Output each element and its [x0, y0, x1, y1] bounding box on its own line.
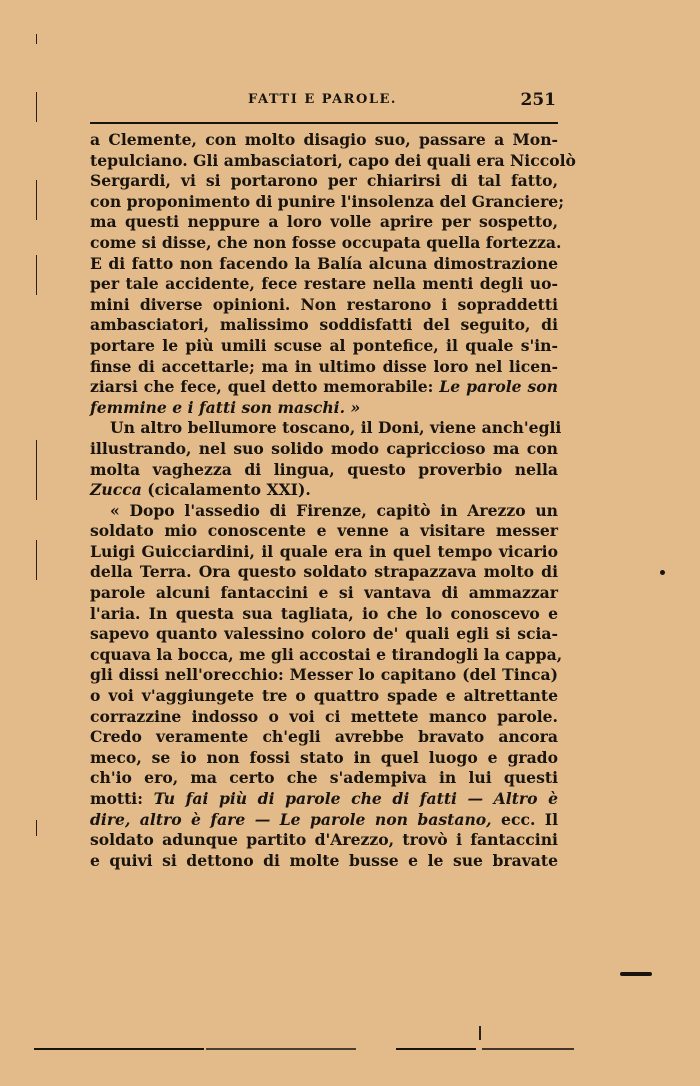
margin-tick [36, 180, 37, 220]
text-line: molta vaghezza di lingua, questo proverbio nella [90, 459, 558, 479]
text-line: portare le più umili scuse al pontefice, il quale s'in- [90, 335, 558, 355]
text-line: corrazzine indosso o voi ci mettete manco parole. [90, 706, 558, 726]
text-segment: ecc. Il [501, 809, 558, 829]
text-line: E di fatto non facendo la Balía alcuna dimostrazione [90, 253, 558, 273]
text-line [90, 789, 558, 810]
text-line: con proponimento di punire l'insolenza del Granciere; [90, 191, 564, 211]
bottom-rule [34, 1048, 204, 1050]
margin-dash [620, 972, 652, 976]
text-line: Luigi Guicciardini, il quale era in quel tempo vicario [90, 541, 558, 561]
text-line: femmine e i fatti son maschi. » [90, 397, 361, 417]
header-rule [90, 122, 558, 124]
text-line: gli dissi nell'orecchio: Messer lo capitano (del Tinca) [90, 665, 558, 685]
italic-quote: Tu fai più di parole che di fatti — Altro è [153, 789, 559, 808]
italic-title: Zucca [90, 480, 142, 500]
text-line: illustrando, nel suo solido modo capriccioso ma con [90, 438, 558, 458]
text-line [90, 480, 558, 501]
text-line: ambasciatori, malissimo soddisfatti del seguito, di [90, 315, 558, 335]
text-line: ma questi neppure a loro volle aprire per sospetto, [90, 212, 558, 232]
margin-tick [36, 34, 37, 44]
text-line [90, 810, 558, 831]
text-line: sapevo quanto valessino coloro de' quali egli si scia- [90, 624, 558, 644]
text-line: o voi v'aggiungete tre o quattro spade e altrettante [90, 686, 558, 706]
text-segment: (cicalamento XXI). [147, 480, 311, 500]
text-line: e quivi si dettono di molte busse e le sue bravate [90, 850, 558, 870]
text-line: Sergardi, vi si portarono per chiarirsi di tal fatto, [90, 171, 558, 191]
text-line: soldato mio conoscente e venne a visitare messer [90, 521, 558, 541]
italic-quote: Le parole son [439, 377, 558, 397]
text-line: « Dopo l'assedio di Firenze, capitò in Arezzo un [110, 500, 558, 520]
text-line: della Terra. Ora questo soldato strapazzava molto di [90, 562, 558, 582]
text-line: Un altro bellumore toscano, il Doni, viene anch'egli [110, 418, 562, 438]
page-number: 251 [520, 90, 556, 110]
text-line: come si disse, che non fosse occupata quella fortezza. [90, 232, 562, 252]
running-head: FATTI E PAROLE. [248, 92, 397, 107]
text-line: per tale accidente, fece restare nella menti degli uo- [90, 274, 558, 294]
text-line [90, 377, 558, 398]
text-line: ch'io ero, ma certo che s'adempiva in lui questi [90, 768, 558, 788]
text-line: Credo veramente ch'egli avrebbe bravato ancora [90, 727, 558, 747]
text-line: tepulciano. Gli ambasciatori, capo dei quali era Niccolò [90, 150, 576, 170]
text-segment: motti: [90, 789, 143, 808]
text-line: meco, se io non fossi stato in quel luogo e grado [90, 747, 558, 767]
bottom-rule [396, 1048, 476, 1050]
bottom-rule [206, 1048, 356, 1050]
text-line: parole alcuni fantaccini e si vantava di ammazzar [90, 583, 558, 603]
page-header [88, 84, 558, 114]
body-text [90, 130, 576, 871]
text-segment: ziarsi che fece, quel detto memorabile: [90, 377, 434, 397]
bottom-tick [479, 1026, 481, 1040]
italic-quote: dire, altro è fare — Le parole non bastano, [90, 809, 492, 829]
speck [660, 570, 665, 575]
text-line: l'aria. In questa sua tagliata, io che lo conoscevo e [90, 603, 558, 623]
margin-tick [36, 92, 37, 122]
text-line: cquava la bocca, me gli accostai e tirandogli la cappa, [90, 644, 563, 664]
text-line: soldato adunque partito d'Arezzo, trovò i fantaccini [90, 830, 558, 850]
text-line: mini diverse opinioni. Non restarono i sopraddetti [90, 294, 558, 314]
text-line: finse di accettarle; ma in ultimo disse loro nel licen- [90, 356, 558, 376]
bottom-rule [482, 1048, 574, 1050]
margin-tick [36, 255, 37, 295]
margin-tick [36, 440, 37, 500]
margin-tick [36, 820, 37, 836]
margin-tick [36, 540, 37, 580]
text-line: a Clemente, con molto disagio suo, passare a Mon- [90, 130, 558, 149]
